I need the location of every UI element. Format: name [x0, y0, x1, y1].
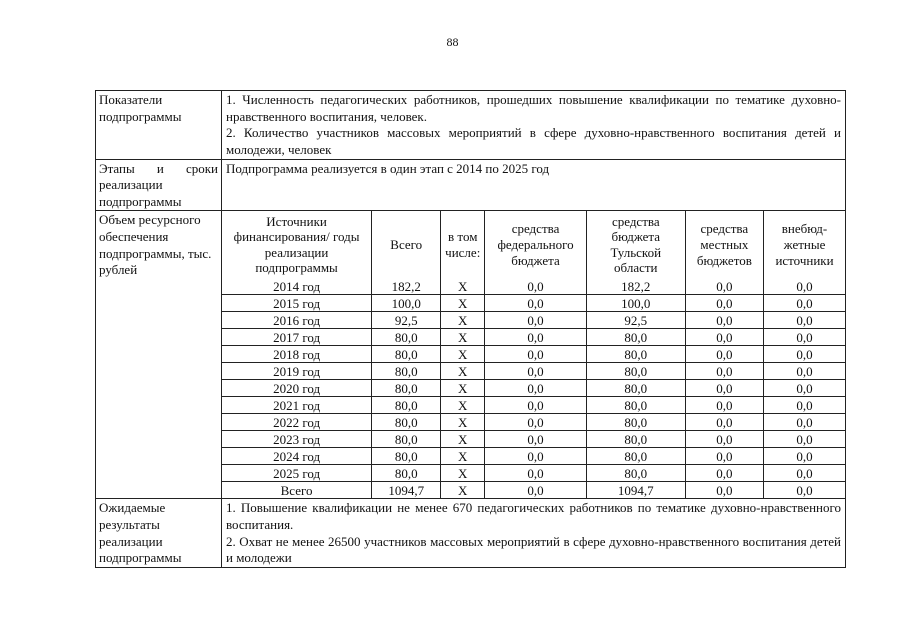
table-row: [222, 363, 845, 380]
cell-total: 80,0: [372, 380, 441, 397]
cell-extrabudget: 0,0: [764, 295, 845, 312]
cell-local: 0,0: [685, 278, 763, 295]
cell-extrabudget: 0,0: [764, 431, 845, 448]
cell-total: 100,0: [372, 295, 441, 312]
cell-federal: 0,0: [485, 380, 587, 397]
cell-regional: 80,0: [586, 448, 685, 465]
cell-extrabudget: 0,0: [764, 346, 845, 363]
table-row: [222, 346, 845, 363]
cell-regional: 80,0: [586, 431, 685, 448]
cell-federal: 0,0: [485, 346, 587, 363]
cell-total: 80,0: [372, 414, 441, 431]
cell-federal: 0,0: [485, 414, 587, 431]
page-number: 88: [446, 35, 459, 49]
funding-label: Объем ресурсного обеспечения подпрограммы, тыс. рублей: [96, 211, 222, 499]
table-row: [222, 465, 845, 482]
cell-regional: 80,0: [586, 380, 685, 397]
cell-year: 2018 год: [222, 346, 372, 363]
table-row: [222, 312, 845, 329]
indicators-row: [96, 91, 846, 160]
table-row: [222, 414, 845, 431]
stages-label: Этапы и сроки реализации подпрограммы: [96, 159, 222, 211]
col-header-federal: средства федерального бюджета: [485, 211, 587, 278]
funding-content: [222, 211, 846, 499]
cell-local: 0,0: [685, 312, 763, 329]
indicators-label: Показатели подпрограммы: [96, 91, 222, 160]
cell-federal: 0,0: [485, 431, 587, 448]
cell-federal: 0,0: [485, 482, 587, 499]
stages-row: [96, 159, 846, 211]
cell-local: 0,0: [685, 431, 763, 448]
cell-total: 80,0: [372, 346, 441, 363]
cell-including: X: [441, 414, 485, 431]
cell-extrabudget: 0,0: [764, 414, 845, 431]
cell-including: X: [441, 346, 485, 363]
cell-regional: 80,0: [586, 363, 685, 380]
cell-regional: 100,0: [586, 295, 685, 312]
cell-regional: 92,5: [586, 312, 685, 329]
cell-total: 1094,7: [372, 482, 441, 499]
cell-year: 2017 год: [222, 329, 372, 346]
cell-regional: 80,0: [586, 329, 685, 346]
cell-federal: 0,0: [485, 363, 587, 380]
cell-year: 2015 год: [222, 295, 372, 312]
cell-local: 0,0: [685, 397, 763, 414]
cell-year: 2025 год: [222, 465, 372, 482]
cell-including: X: [441, 329, 485, 346]
table-row: [222, 380, 845, 397]
cell-including: X: [441, 312, 485, 329]
cell-federal: 0,0: [485, 448, 587, 465]
cell-including: X: [441, 278, 485, 295]
cell-federal: 0,0: [485, 465, 587, 482]
cell-year: 2022 год: [222, 414, 372, 431]
cell-local: 0,0: [685, 482, 763, 499]
cell-including: X: [441, 295, 485, 312]
table-row: [222, 329, 845, 346]
table-row: [222, 397, 845, 414]
table-row: [222, 448, 845, 465]
col-header-local: средства местных бюджетов: [685, 211, 763, 278]
cell-local: 0,0: [685, 295, 763, 312]
cell-local: 0,0: [685, 380, 763, 397]
indicator-item-1: 1. Численность педагогических работников, прошедших повышение квалификации по тематике духовно-нравственного воспитания, человек.: [226, 92, 841, 124]
cell-federal: 0,0: [485, 295, 587, 312]
cell-total: 80,0: [372, 448, 441, 465]
funding-row: [96, 211, 846, 499]
cell-extrabudget: 0,0: [764, 312, 845, 329]
col-header-total: Всего: [372, 211, 441, 278]
cell-year: 2014 год: [222, 278, 372, 295]
cell-extrabudget: 0,0: [764, 482, 845, 499]
indicators-content: [222, 91, 846, 160]
results-content: [222, 499, 846, 568]
cell-year: Всего: [222, 482, 372, 499]
result-item-2: 2. Охват не менее 26500 участников массовых мероприятий в сфере духовно-нравственного воспитания детей и молодежи: [226, 533, 841, 566]
cell-federal: 0,0: [485, 397, 587, 414]
funding-table: [222, 211, 845, 498]
col-header-sources: Источники финансирования/ годы реализации подпрограммы: [222, 211, 372, 278]
cell-total: 80,0: [372, 465, 441, 482]
cell-extrabudget: 0,0: [764, 465, 845, 482]
cell-year: 2019 год: [222, 363, 372, 380]
cell-year: 2024 год: [222, 448, 372, 465]
table-row: [222, 295, 845, 312]
cell-total: 80,0: [372, 397, 441, 414]
cell-extrabudget: 0,0: [764, 448, 845, 465]
table-row: [222, 278, 845, 295]
cell-local: 0,0: [685, 363, 763, 380]
cell-extrabudget: 0,0: [764, 397, 845, 414]
cell-including: X: [441, 380, 485, 397]
result-item-1: 1. Повышение квалификации не менее 670 педагогических работников по тематике духовно-нравственного воспитания.: [226, 500, 841, 532]
col-header-including: в том числе:: [441, 211, 485, 278]
cell-local: 0,0: [685, 465, 763, 482]
cell-local: 0,0: [685, 346, 763, 363]
cell-regional: 80,0: [586, 414, 685, 431]
stages-content: Подпрограмма реализуется в один этап с 2014 по 2025 год: [222, 159, 846, 211]
results-label: Ожидаемые результаты реализации подпрограммы: [96, 499, 222, 568]
cell-total: 80,0: [372, 363, 441, 380]
cell-extrabudget: 0,0: [764, 278, 845, 295]
col-header-regional: средства бюджета Тульской области: [586, 211, 685, 278]
cell-extrabudget: 0,0: [764, 380, 845, 397]
table-row: [222, 482, 845, 499]
cell-total: 92,5: [372, 312, 441, 329]
cell-regional: 80,0: [586, 397, 685, 414]
cell-regional: 182,2: [586, 278, 685, 295]
cell-federal: 0,0: [485, 312, 587, 329]
cell-regional: 80,0: [586, 465, 685, 482]
cell-local: 0,0: [685, 329, 763, 346]
cell-year: 2016 год: [222, 312, 372, 329]
cell-total: 182,2: [372, 278, 441, 295]
cell-including: X: [441, 397, 485, 414]
cell-including: X: [441, 431, 485, 448]
cell-extrabudget: 0,0: [764, 329, 845, 346]
cell-year: 2021 год: [222, 397, 372, 414]
cell-local: 0,0: [685, 448, 763, 465]
cell-including: X: [441, 482, 485, 499]
col-header-extrabudget: внебюд-жетные источники: [764, 211, 845, 278]
funding-header-row: [222, 211, 845, 278]
cell-year: 2023 год: [222, 431, 372, 448]
cell-federal: 0,0: [485, 278, 587, 295]
cell-regional: 80,0: [586, 346, 685, 363]
subprogram-passport-table: [95, 90, 846, 568]
cell-regional: 1094,7: [586, 482, 685, 499]
cell-including: X: [441, 363, 485, 380]
cell-total: 80,0: [372, 329, 441, 346]
results-row: [96, 499, 846, 568]
indicator-item-2: 2. Количество участников массовых мероприятий в сфере духовно-нравственного воспитания детей и молодежи, человек: [226, 125, 841, 157]
cell-extrabudget: 0,0: [764, 363, 845, 380]
cell-including: X: [441, 448, 485, 465]
table-row: [222, 431, 845, 448]
cell-year: 2020 год: [222, 380, 372, 397]
cell-local: 0,0: [685, 414, 763, 431]
cell-federal: 0,0: [485, 329, 587, 346]
cell-total: 80,0: [372, 431, 441, 448]
cell-including: X: [441, 465, 485, 482]
